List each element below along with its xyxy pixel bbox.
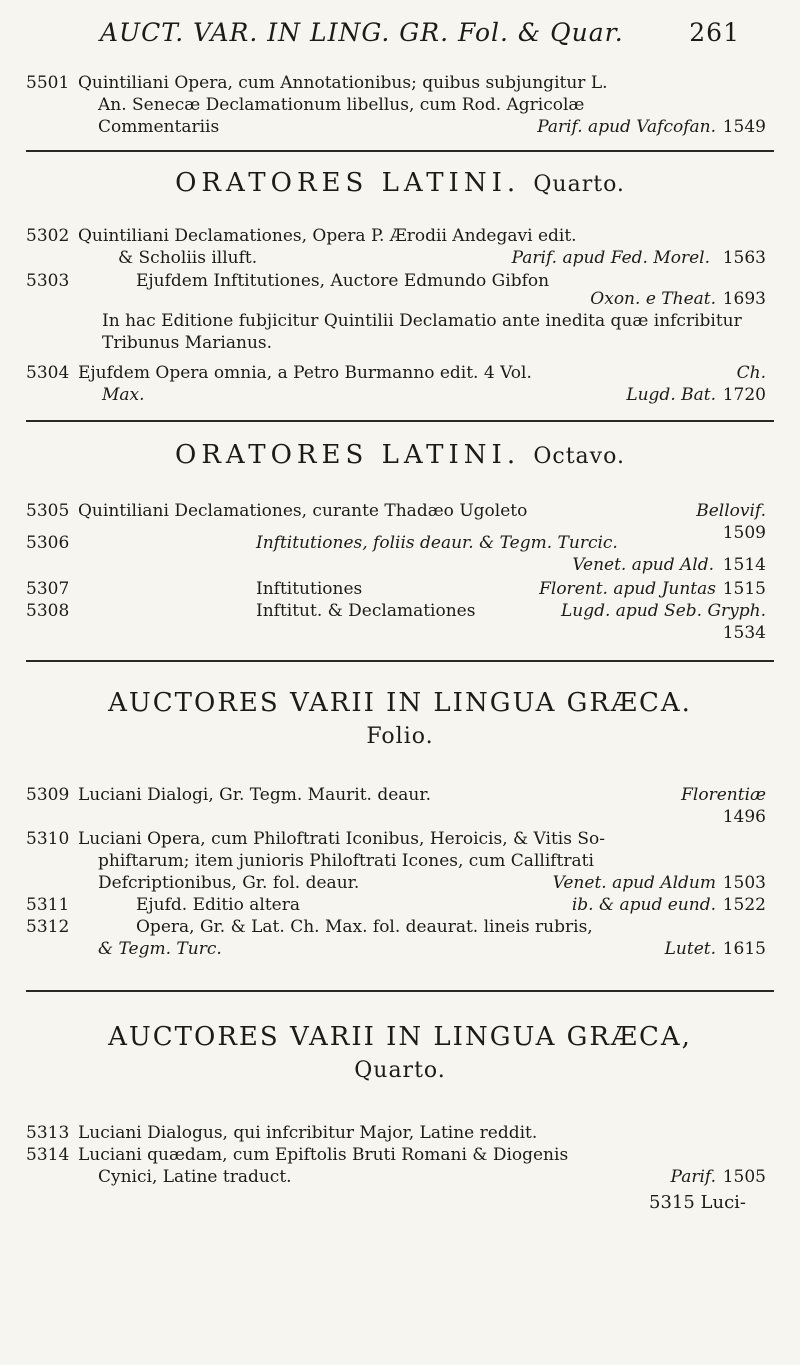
entry-year: 1514 xyxy=(722,555,766,575)
section-heading xyxy=(0,1022,800,1052)
entry-imprint: ib. & apud eund. xyxy=(571,895,716,915)
section-heading xyxy=(0,168,800,198)
entry-number: 5314 xyxy=(26,1145,70,1165)
entry-line: An. Senecæ Declamationum libellus, cum Rod. Agricolæ xyxy=(98,95,585,115)
entry-line: Ejufdem Inftitutiones, Auctore Edmundo Gibfon xyxy=(136,271,550,291)
entry-line: Inftitut. & Declamationes xyxy=(256,601,476,621)
entry-extra: Ch. xyxy=(736,363,766,383)
entry-year: 1509 xyxy=(722,523,766,543)
heading-text: AUCTORES VARII IN LINGUA GRÆCA. xyxy=(108,688,692,718)
section-rule xyxy=(26,990,774,992)
entry-imprint: Parif. xyxy=(670,1167,716,1187)
catchword: 5315 Luci- xyxy=(649,1192,746,1213)
entry-number: 5312 xyxy=(26,917,70,937)
entry-note: In hac Editione fubjicitur Quintilii Declamatio ante inedita quæ infcribitur Tribunus Marianus. xyxy=(102,311,742,353)
running-head-title: AUCT. VAR. IN LING. GR. Fol. & Quar. xyxy=(100,18,624,47)
section-rule xyxy=(26,150,774,152)
catalogue-entry xyxy=(26,532,766,576)
section-heading xyxy=(0,440,800,470)
entry-line: Defcriptionibus, Gr. fol. deaur. xyxy=(98,873,360,893)
catalogue-entry xyxy=(26,362,766,406)
catalogue-entry xyxy=(26,828,766,894)
section-heading xyxy=(0,688,800,718)
catalogue-entry xyxy=(26,784,766,828)
entry-line: Inftitutiones xyxy=(256,579,363,599)
entry-imprint: Venet. apud Aldum xyxy=(552,873,716,893)
entry-year: 1515 xyxy=(722,579,766,599)
entry-number: 5308 xyxy=(26,601,70,621)
entry-number: 5501 xyxy=(26,73,70,93)
entry-imprint: Lutet. xyxy=(664,939,716,959)
heading-text: ORATORES LATINI. xyxy=(175,440,521,470)
entry-line: Cynici, Latine traduct. xyxy=(98,1167,292,1187)
entry-imprint: Lugd. apud Seb. Gryph. xyxy=(560,601,766,621)
entry-line: Commentariis xyxy=(98,117,220,137)
entry-year: 1522 xyxy=(722,895,766,915)
entry-line: Ejufd. Editio altera xyxy=(136,895,300,915)
entry-number: 5306 xyxy=(26,533,70,553)
heading-text: AUCTORES VARII IN LINGUA GRÆCA, xyxy=(108,1022,692,1052)
entry-imprint: Lugd. Bat. xyxy=(626,385,716,405)
catalogue-entry xyxy=(26,225,766,269)
catalogue-entry xyxy=(26,600,766,644)
page-number: 261 xyxy=(689,18,740,47)
entry-number: 5309 xyxy=(26,785,70,805)
entry-line: Inftitutiones, foliis deaur. & Tegm. Turcic. xyxy=(256,533,618,553)
entry-line: Max. xyxy=(102,385,145,405)
format-label: Octavo. xyxy=(533,444,625,469)
running-head xyxy=(100,18,740,47)
entry-imprint: Florent. apud Juntas xyxy=(539,579,716,599)
entry-imprint: Florentiæ xyxy=(681,785,766,805)
entry-number: 5302 xyxy=(26,226,70,246)
entry-number: 5310 xyxy=(26,829,70,849)
format-label: Quarto. xyxy=(533,172,625,197)
entry-number: 5304 xyxy=(26,363,70,383)
entry-imprint: Bellovif. xyxy=(696,501,766,521)
entry-line: & Tegm. Turc. xyxy=(98,939,222,959)
entry-imprint: Oxon. e Theat. xyxy=(590,289,716,309)
entry-number: 5313 xyxy=(26,1123,70,1143)
entry-imprint: Parif. apud Fed. Morel. xyxy=(511,248,710,268)
entry-line: phiftarum; item junioris Philoftrati Icones, cum Calliftrati xyxy=(98,851,594,871)
entry-line: & Scholiis illuft. xyxy=(118,248,258,268)
entry-year: 1693 xyxy=(722,289,766,309)
entry-line: Quintiliani Declamationes, Opera P. Ærodii Andegavi edit. xyxy=(78,226,577,246)
entry-year: 1505 xyxy=(722,1167,766,1187)
entry-line: Quintiliani Declamationes, curante Thadæo Ugoleto xyxy=(78,501,528,521)
catalogue-entry xyxy=(26,894,766,916)
section-rule xyxy=(26,420,774,422)
entry-number: 5307 xyxy=(26,579,70,599)
catalogue-entry xyxy=(26,270,766,358)
catalogue-entry xyxy=(26,72,766,138)
entry-year: 1549 xyxy=(722,117,766,137)
entry-line: Quintiliani Opera, cum Annotationibus; quibus subjungitur L. xyxy=(78,73,608,93)
entry-imprint: Venet. apud Ald. xyxy=(572,555,714,575)
entry-line: Opera, Gr. & Lat. Ch. Max. fol. deaurat. lineis rubris, xyxy=(136,917,593,937)
catalogue-entry xyxy=(26,1122,766,1144)
entry-year: 1720 xyxy=(722,385,766,405)
catalogue-entry xyxy=(26,1144,766,1188)
entry-line: Ejufdem Opera omnia, a Petro Burmanno edit. 4 Vol. xyxy=(78,363,532,383)
catalogue-entry xyxy=(26,578,766,600)
section-rule xyxy=(26,660,774,662)
entry-line: Luciani quædam, cum Epiftolis Bruti Romani & Diogenis xyxy=(78,1145,569,1165)
entry-imprint: Parif. apud Vafcofan. xyxy=(537,117,716,137)
entry-year: 1496 xyxy=(722,807,766,827)
heading-text: ORATORES LATINI. xyxy=(175,168,521,198)
entry-year: 1563 xyxy=(722,248,766,268)
catchword-row xyxy=(26,1192,766,1214)
entry-year: 1615 xyxy=(722,939,766,959)
entry-year: 1503 xyxy=(722,873,766,893)
entry-number: 5311 xyxy=(26,895,70,915)
entry-line: Luciani Dialogi, Gr. Tegm. Maurit. deaur. xyxy=(78,785,432,805)
entry-number: 5303 xyxy=(26,271,70,291)
format-label: Quarto. xyxy=(354,1058,446,1083)
entry-number: 5305 xyxy=(26,501,70,521)
format-label: Folio. xyxy=(366,724,434,749)
entry-line: Luciani Dialogus, qui infcribitur Major, Latine reddit. xyxy=(78,1123,538,1143)
entry-year: 1534 xyxy=(722,623,766,643)
catalogue-entry xyxy=(26,916,766,960)
entry-line: Luciani Opera, cum Philoftrati Iconibus, Heroicis, & Vitis So- xyxy=(78,829,605,849)
